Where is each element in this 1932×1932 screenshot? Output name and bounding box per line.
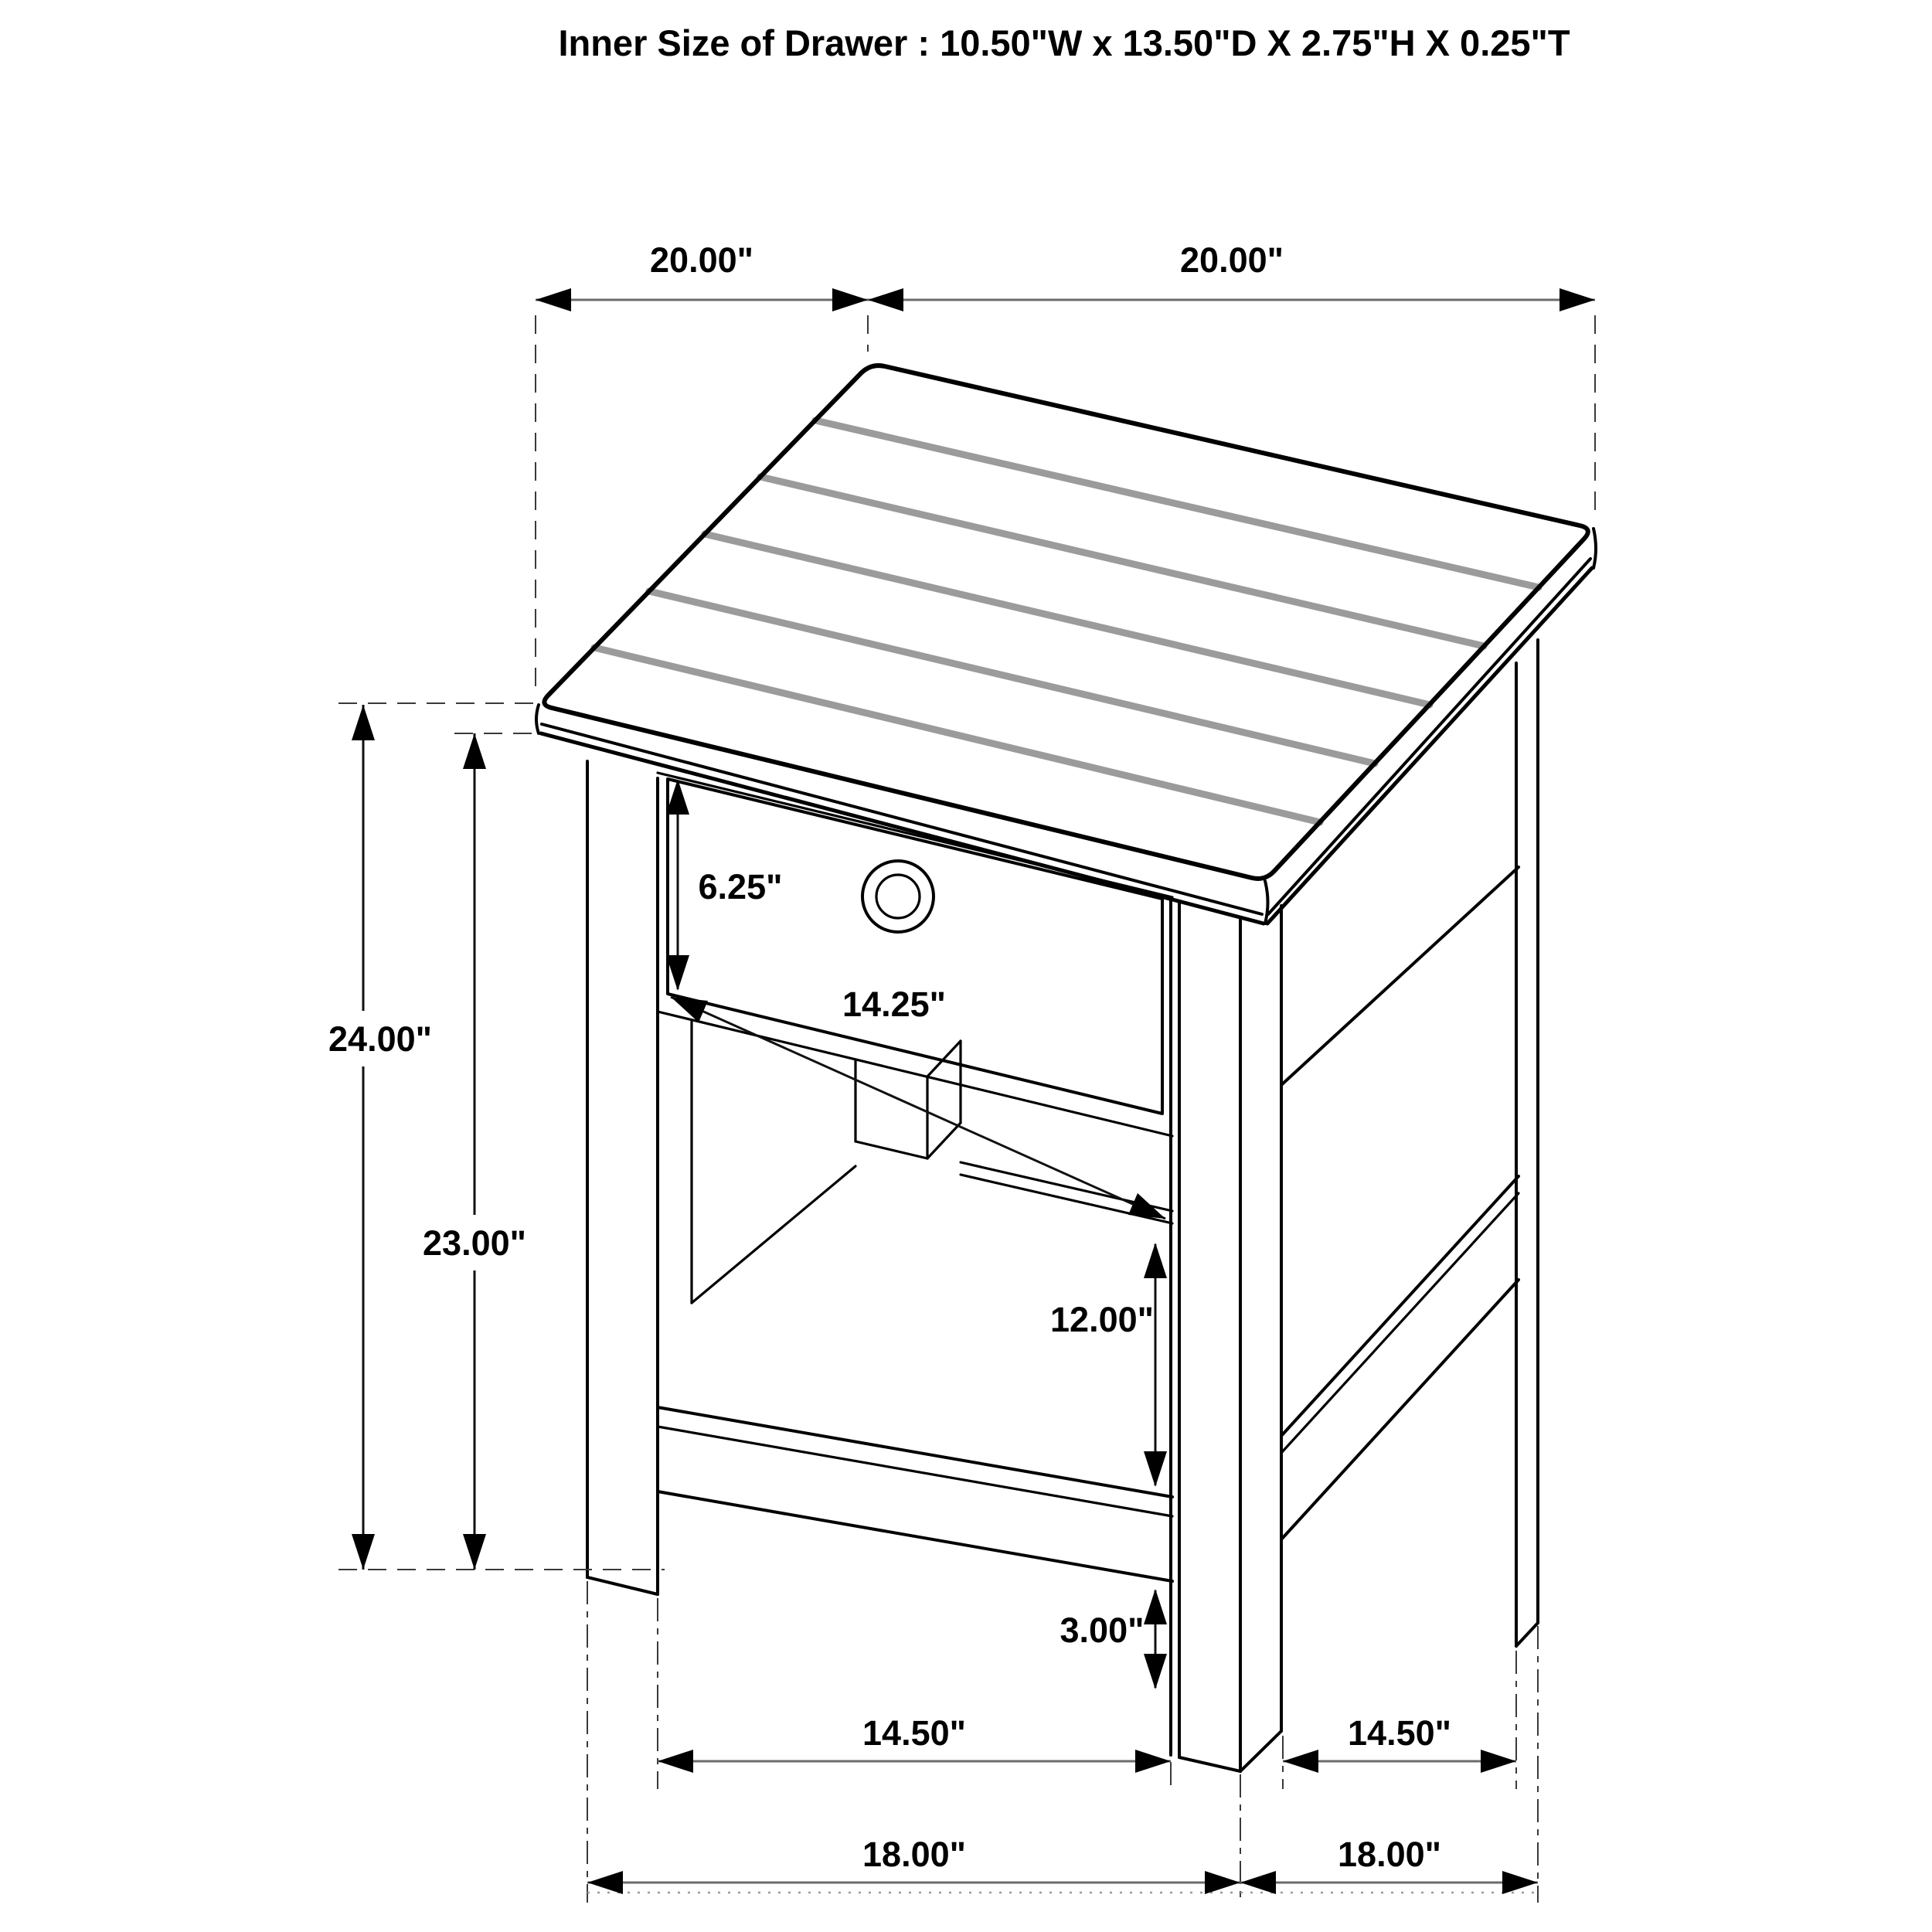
dim-label-shelf-clearance: 12.00" (1050, 1300, 1154, 1339)
dim-top-depth (536, 240, 868, 311)
dim-drawer-width (671, 985, 1165, 1219)
dim-label-stretcher-height: 3.00" (1060, 1611, 1145, 1650)
side-shelf-edge (1281, 1176, 1519, 1436)
leg-bottom-side (1240, 1731, 1281, 1771)
plank-grooves (594, 420, 1539, 822)
plank-groove (594, 648, 1320, 822)
center-divider (855, 1041, 961, 1158)
wall-floor-edge (692, 1166, 855, 1303)
corner-curve-left (536, 705, 539, 733)
arrowhead (1128, 1193, 1165, 1219)
dim-side-base-width (1240, 1835, 1538, 1894)
arrowhead (1502, 1871, 1538, 1894)
right-rear-leg (1516, 640, 1538, 1646)
drawer-front (668, 779, 1162, 1114)
edge-band-front (542, 724, 1262, 914)
arrowhead (463, 1534, 486, 1570)
corner-curve-front (1265, 881, 1268, 923)
dim-label-top-depth: 20.00" (650, 240, 753, 280)
slab-bottom-right (1267, 568, 1592, 923)
edge-band-right (1268, 559, 1590, 914)
plank-groove (815, 420, 1539, 587)
dim-label-front-base-width: 18.00" (862, 1835, 966, 1874)
side-apron-bottom (1281, 867, 1519, 1085)
dim-label-front-leg-span: 14.50" (862, 1713, 966, 1753)
arrowhead (1560, 288, 1595, 311)
arrowhead (658, 1750, 693, 1773)
arrowhead (1283, 1750, 1318, 1773)
dim-label-height-under-top: 23.00" (423, 1223, 526, 1263)
arrowhead (463, 733, 486, 769)
arrowhead (587, 1871, 623, 1894)
divider-bottom-side (927, 1123, 961, 1158)
arrowhead (1144, 1451, 1167, 1487)
slab-bottom-front (541, 733, 1264, 923)
plank-groove (705, 534, 1430, 705)
table-top (536, 366, 1596, 923)
dim-side-leg-span (1283, 1713, 1516, 1773)
dim-label-overall-height: 24.00" (328, 1019, 432, 1059)
dimension-line (671, 997, 1165, 1219)
side-stretcher (1281, 1176, 1519, 1539)
dim-label-side-leg-span: 14.50" (1348, 1713, 1451, 1753)
arrowhead (352, 1534, 375, 1570)
arrowhead (1481, 1750, 1516, 1773)
plank-groove (649, 591, 1375, 764)
arrowhead (1205, 1871, 1240, 1894)
right-front-leg (1171, 899, 1281, 1771)
arrowhead (536, 288, 571, 311)
left-front-leg (587, 761, 658, 1594)
dim-label-side-base-width: 18.00" (1338, 1835, 1441, 1874)
drawer-knob-outer (862, 861, 934, 932)
dim-stretcher-height (1060, 1589, 1167, 1689)
leg-bottom (1179, 1757, 1240, 1771)
dim-label-drawer-width: 14.25" (842, 985, 946, 1024)
dim-front-base-width (587, 1835, 1240, 1894)
arrowhead (832, 288, 868, 311)
arrowhead (666, 955, 689, 991)
drawer-front-panel (668, 779, 1162, 1114)
arrowhead (868, 288, 903, 311)
shelf-front-edge (658, 1407, 1172, 1497)
arrowhead (1240, 1871, 1276, 1894)
dim-top-width (868, 240, 1595, 311)
side-rail-top (1281, 1193, 1519, 1453)
leg-bottom (587, 1577, 658, 1594)
side-rail-bottom (1281, 1280, 1519, 1539)
rail-bottom-edge (658, 1492, 1172, 1581)
corner-curve-right (1594, 529, 1596, 568)
dim-label-drawer-height: 6.25" (698, 867, 783, 906)
arrowhead (1144, 1654, 1167, 1689)
plank-groove (760, 477, 1484, 646)
dim-label-top-width: 20.00" (1180, 240, 1284, 280)
drawer-knob-inner (876, 875, 920, 918)
divider-bottom (855, 1141, 927, 1158)
arrowhead (1144, 1589, 1167, 1624)
dim-overall-height (321, 705, 439, 1570)
dim-drawer-height (666, 779, 782, 991)
tabletop-edge (536, 529, 1596, 923)
shelf-front-rail (658, 1407, 1172, 1581)
dim-front-leg-span (658, 1713, 1171, 1773)
right-side-face (1281, 640, 1538, 1646)
rail-top-edge (658, 1427, 1172, 1516)
dim-shelf-clearance (1050, 1243, 1167, 1487)
opening-bottom-edge (658, 1012, 1172, 1136)
arrowhead (1135, 1750, 1171, 1773)
page-title: Inner Size of Drawer : 10.50"W x 13.50"D X 2.75"H X 0.25"T (558, 22, 1570, 63)
dim-height-under-top (416, 733, 533, 1570)
leg-bottom (1516, 1623, 1538, 1646)
arrowhead (1144, 1243, 1167, 1278)
arrowhead (352, 705, 375, 740)
